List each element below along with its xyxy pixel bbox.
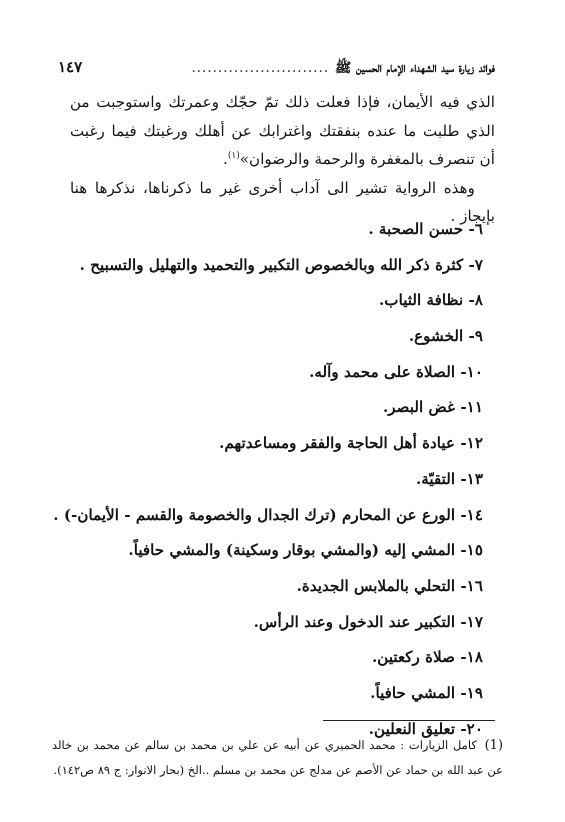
footnote-paragraph — [52, 733, 503, 782]
page-header — [58, 58, 495, 80]
footnote — [52, 733, 503, 782]
list-item: ١٣- التقيّة. — [415, 469, 483, 488]
list-item: ٨- نظافة الثياب. — [379, 291, 483, 310]
header-leader-dots: .......................... — [191, 60, 330, 76]
list-item: ١٤- الورع عن المحارم (ترك الجدال والخصومة والقسم - الأيمان-) . — [53, 505, 483, 524]
list-item: ١١- غض البصر. — [382, 398, 483, 417]
list-item: ١٩- المشي حافياً. — [370, 683, 483, 702]
paragraph-1 — [70, 88, 495, 174]
list-item: ٦- حسن الصحبة . — [368, 220, 483, 238]
list-item: ٧- كثرة ذكر الله وبالخصوص التكبير والتحميد والتهليل والتسبيح . — [79, 255, 483, 274]
page-number: ١٤٧ — [58, 58, 83, 76]
etiquette-list — [53, 212, 483, 747]
list-item: ١٥- المشي إليه (والمشي بوقار وسكينة) والمشي حافياً. — [128, 541, 483, 560]
paragraph-1-text: الذي فيه الأيمان، فإذا فعلت ذلك تمّ حجّك وعمرتك واستوجبت من الذي طلبت ما عنده بنفقتك واغترابك عن أهلك ورغبتك فيما رغبت أن تنصرف بالمغفرة والرحمة والرضوان» — [70, 93, 495, 168]
paragraph-2: وهذه الرواية تشير الى آداب أخرى غير ما ذكرناها، نذكرها هنا بإيجاز . — [70, 178, 495, 225]
list-item: ١٨- صلاة ركعتين. — [371, 648, 483, 667]
footnote-reference: (١) — [227, 150, 240, 161]
footnote-text: كامل الزيارات : محمد الحميري عن أبيه عن علي بن محمد بن سالم عن محمد بن خالد عن عبد الله بن حماد عن الأصم عن مدلج عن محمد بن مسلم ..الخ (بحار الانوار: ج ٨٩ ص١٤٢). — [52, 738, 503, 777]
list-item: ١٧- التكبير عند الدخول وعند الرأس. — [253, 612, 483, 631]
paragraph-1-end: . — [223, 150, 228, 168]
list-item: ١٠- الصلاة على محمد وآله. — [309, 362, 483, 381]
footnote-divider — [323, 720, 495, 721]
footnote-marker: (1) — [484, 738, 504, 753]
list-item: ١٦- التحلي بالملابس الجديدة. — [296, 576, 483, 595]
list-item: ١٢- عيادة أهل الحاجة والفقر ومساعدتهم. — [219, 434, 483, 453]
running-title: فوائد زيارة سيد الشهداء الإمام الحسين ﷺ — [335, 60, 495, 76]
body-text — [70, 88, 495, 231]
list-item: ٢٠- تعليق النعلين. — [368, 719, 483, 738]
list-item: ٩- الخشوع. — [408, 327, 483, 346]
